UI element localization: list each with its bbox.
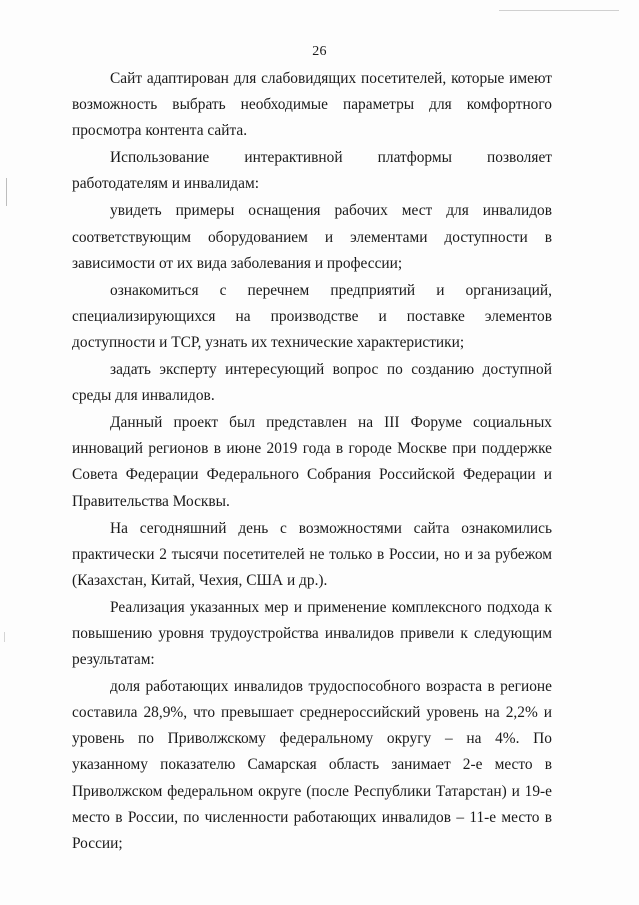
scan-artifact-line xyxy=(499,10,619,11)
paragraph-visitors: На сегодняшний день с возможностями сайта ознакомились практически 2 тысячи посетителей не только в России, но и за рубежом (Казахстан, Китай, Чехия, США и др.). xyxy=(72,519,552,589)
paragraph-see-examples: увидеть примеры оснащения рабочих мест для инвалидов соответствующим оборудованием и элементами доступности в зависимости от их вида заболевания и профессии; xyxy=(72,202,552,272)
paragraph-ask-expert: задать эксперту интересующий вопрос по созданию доступной среды для инвалидов. xyxy=(72,361,552,405)
body-text xyxy=(72,66,552,858)
paragraph-results-intro: Реализация указанных мер и применение комплексного подхода к повышению уровня трудоустройства инвалидов привели к следующим результатам: xyxy=(72,598,552,669)
page-number: 26 xyxy=(312,44,327,59)
scan-artifact-mark xyxy=(4,632,5,642)
paragraph-employment-share: доля работающих инвалидов трудоспособного возраста в регионе составила 28,9%, что превышает среднероссийский уровень на 2,2% и уровень по Приволжскому федеральному округу – на 4%. По указанному показателю Самарская область занимает 2-е место в Приволжском федеральном округе (после Республики Татарстан) и 19-е место в России, по численности работающих инвалидов – 11-е место в России; xyxy=(72,678,552,852)
scan-artifact-mark xyxy=(6,178,7,206)
paragraph-platform-usage: Использование интерактивной платформы позволяет работодателям и инвалидам: xyxy=(72,149,552,193)
paragraph-enterprises-list: ознакомиться с перечнем предприятий и организаций, специализирующихся на производстве и поставке элементов доступности и ТСР, узнать их технические характеристики; xyxy=(72,281,552,351)
paragraph-site-accessibility: Сайт адаптирован для слабовидящих посетителей, которые имеют возможность выбрать необходимые параметры для комфортного просмотра контента сайта. xyxy=(72,70,552,140)
paragraph-forum-presentation: Данный проект был представлен на III Форуме социальных инноваций регионов в июне 2019 года в городе Москве при поддержке Совета Федерации Федерального Собрания Российской Федерации и Правительства Москвы. xyxy=(72,414,552,510)
